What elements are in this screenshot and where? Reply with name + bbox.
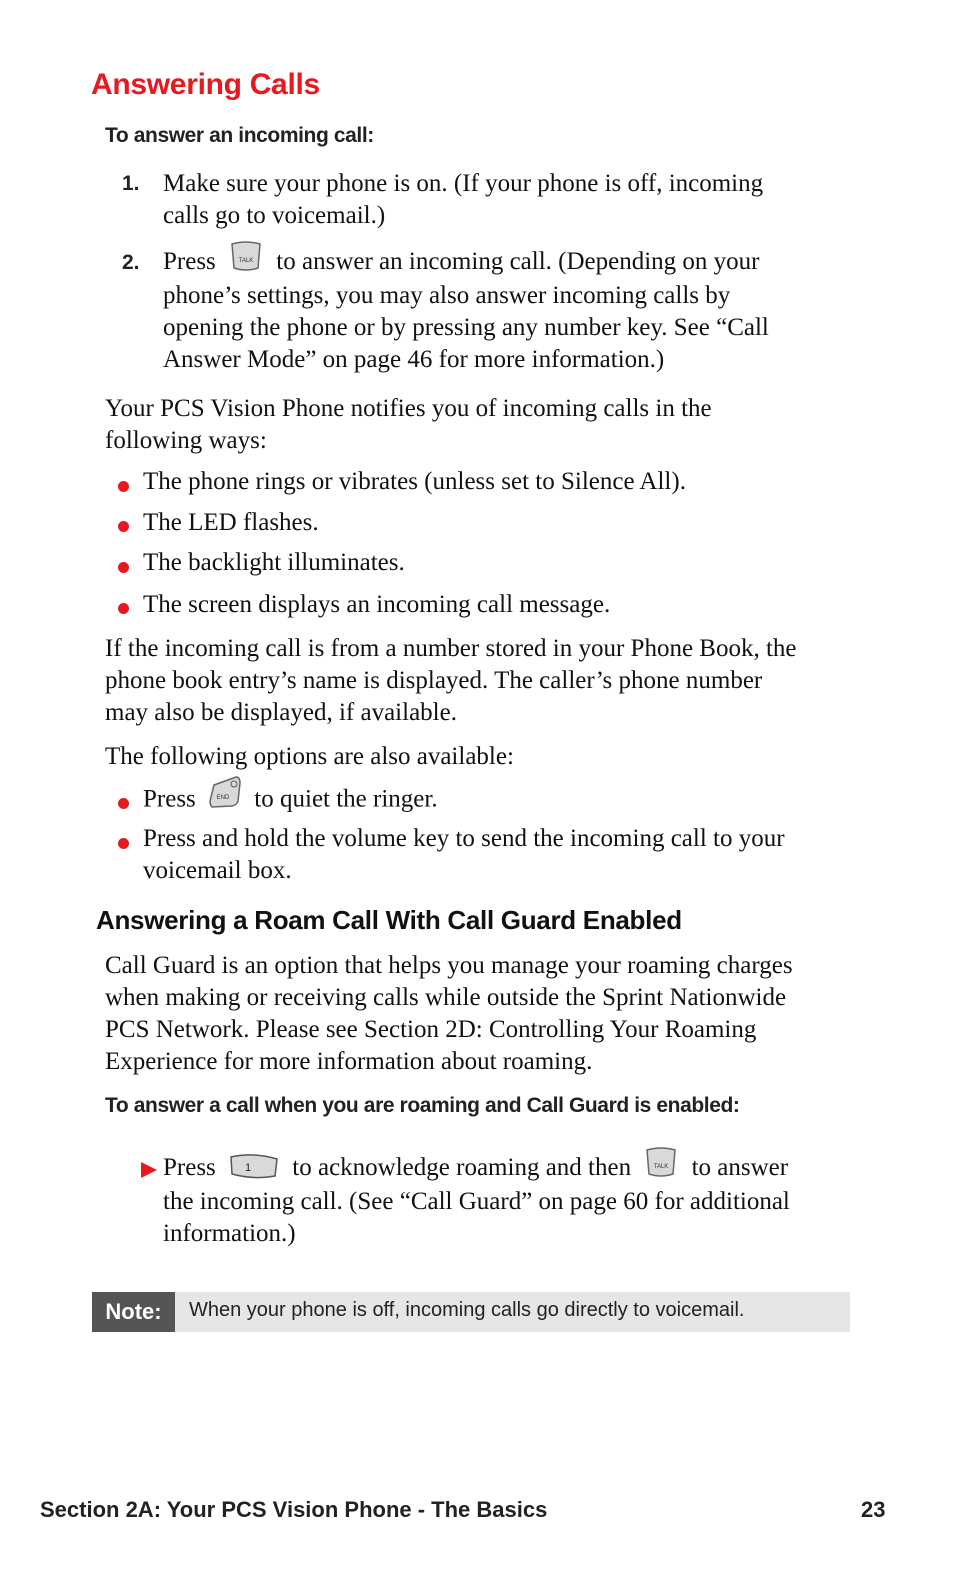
callguard-line: Call Guard is an option that helps you manage your roaming charges — [105, 952, 793, 979]
talk-key-label: TALK — [654, 1164, 669, 1171]
bullet-dot-icon — [118, 838, 129, 849]
step-1-text — [163, 168, 763, 232]
note-label: Note: — [92, 1292, 175, 1332]
step-2-rest: to answer an incoming call. (Depending on your — [276, 248, 760, 275]
intro-heading: To answer an incoming call: — [105, 124, 374, 147]
roam-line: the incoming call. (See “Call Guard” on page 60 for additional — [163, 1188, 790, 1216]
bullet-dot-icon — [118, 603, 129, 614]
bullet-dot-icon — [118, 521, 129, 532]
notify-line: following ways: — [105, 427, 267, 454]
option-bullet-1 — [143, 783, 438, 819]
arrow-bullet-icon — [141, 1162, 157, 1178]
end-key-label: END — [216, 795, 230, 801]
step-2-text — [163, 246, 769, 376]
roam-line: information.) — [163, 1220, 296, 1248]
roam-heading: To answer a call when you are roaming and Call Guard is enabled: — [105, 1094, 740, 1117]
step-number-1: 1. — [122, 172, 140, 195]
notify-paragraph — [105, 393, 712, 457]
step-2-first-line — [163, 246, 769, 280]
talk-key-icon — [228, 240, 264, 274]
option-bullet-press: Press — [143, 785, 196, 813]
roam-post: to answer — [691, 1154, 789, 1181]
roam-mid: to acknowledge roaming and then — [292, 1154, 632, 1181]
step-2-line: opening the phone or by pressing any number key. See “Call — [163, 314, 769, 342]
step-2-press: Press — [163, 248, 216, 275]
notify-bullet: The backlight illuminates. — [143, 549, 405, 576]
roam-step — [163, 1152, 790, 1250]
end-key-icon — [208, 775, 242, 811]
notify-bullet: The phone rings or vibrates (unless set to Silence All). — [143, 468, 686, 495]
option-bullet-rest: to quiet the ringer. — [254, 785, 438, 813]
bullet-dot-icon — [118, 798, 129, 809]
one-key-label: 1 — [244, 1162, 252, 1175]
notify-bullet: The screen displays an incoming call message. — [143, 591, 611, 618]
step-2-line: phone’s settings, you may also answer incoming calls by — [163, 282, 731, 310]
step-2-line: Answer Mode” on page 46 for more information.) — [163, 346, 665, 374]
phonebook-paragraph — [105, 633, 797, 729]
step-number-2: 2. — [122, 251, 140, 274]
step-1-line: Make sure your phone is on. (If your phone is off, incoming — [163, 170, 764, 197]
footer-section-title: Section 2A: Your PCS Vision Phone - The Basics — [40, 1497, 548, 1522]
notify-bullet: The LED flashes. — [143, 509, 319, 536]
notify-line: Your PCS Vision Phone notifies you of incoming calls in the — [105, 395, 712, 422]
callguard-line: Experience for more information about roaming. — [105, 1048, 593, 1075]
callguard-line: PCS Network. Please see Section 2D: Controlling Your Roaming — [105, 1016, 757, 1043]
talk-key-icon — [643, 1146, 679, 1180]
phonebook-line: may also be displayed, if available. — [105, 699, 457, 726]
talk-key-label: TALK — [238, 258, 254, 265]
roam-press: Press — [163, 1154, 216, 1181]
phonebook-line: If the incoming call is from a number stored in your Phone Book, the — [105, 635, 797, 662]
roam-step-first-line — [163, 1152, 790, 1186]
option-bullet-line: voicemail box. — [143, 857, 292, 884]
options-intro: The following options are also available: — [105, 743, 514, 770]
phonebook-line: phone book entry’s name is displayed. The caller’s phone number — [105, 667, 763, 694]
one-key-icon — [228, 1151, 280, 1181]
callguard-paragraph — [105, 950, 793, 1078]
option-bullet-line: Press and hold the volume key to send the incoming call to your — [143, 825, 785, 852]
page-title: Answering Calls — [91, 68, 320, 101]
footer-page-number: 23 — [861, 1497, 886, 1522]
option-bullet-2 — [143, 823, 785, 887]
callguard-line: when making or receiving calls while outside the Sprint Nationwide — [105, 984, 787, 1011]
section-heading: Answering a Roam Call With Call Guard Enabled — [96, 905, 682, 935]
note-text: When your phone is off, incoming calls go directly to voicemail. — [189, 1299, 745, 1321]
step-1-line: calls go to voicemail.) — [163, 202, 386, 229]
bullet-dot-icon — [118, 562, 129, 573]
bullet-dot-icon — [118, 481, 129, 492]
